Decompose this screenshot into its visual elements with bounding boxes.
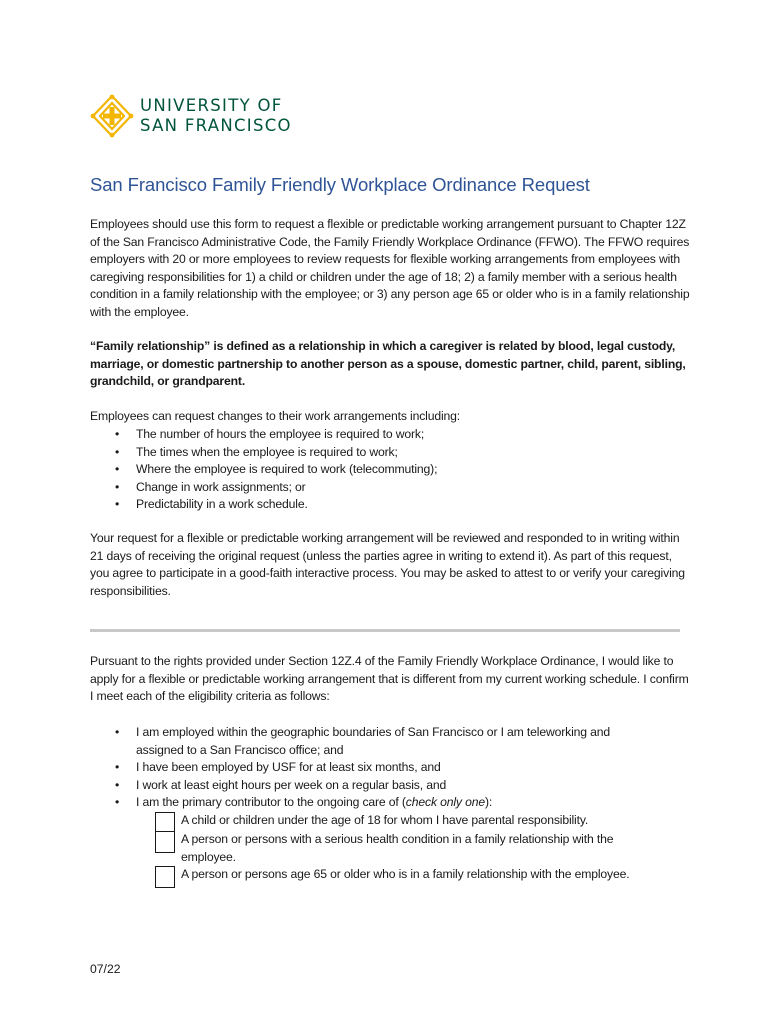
checkbox-label: A person or persons with a serious health condition in a family relationship with the employee.	[181, 832, 614, 864]
intro-paragraph: Employees should use this form to request a flexible or predictable working arrangement pursuant to Chapter 12Z of the San Francisco Administrative Code, the Family Friendly Workplace Ordinance (FFWO). The FFWO requires employers with 20 or more employees to review requests for flexible working arrangements from employees with caregiving responsibilities for 1) a child or children under the age of 18; 2) a family member with a serious health condition in a family relationship with the employee; or 3) any person age 65 or older who is in a family relationship with the employee.	[90, 217, 690, 319]
list-item: • Predictability in a work schedule.	[90, 496, 690, 514]
changes-list	[90, 426, 690, 514]
page-title: San Francisco Family Friendly Workplace Ordinance Request	[90, 174, 590, 195]
section-divider	[90, 629, 680, 632]
changes-intro: Employees can request changes to their work arrangements including:	[90, 409, 461, 423]
checkbox-age-65[interactable]	[155, 866, 175, 888]
family-relationship-definition: “Family relationship” is defined as a relationship in which a caregiver is related by blood, legal custody, marriage, or domestic partnership to another person as a spouse, domestic partner, child, parent, sibling, grandchild, or grandparent.	[90, 339, 686, 389]
checkbox-row-health-condition	[155, 831, 685, 871]
list-item: • The number of hours the employee is required to work;	[90, 426, 690, 444]
list-item: • I have been employed by USF for at least six months, and	[90, 759, 690, 777]
criteria-last-suffix: ):	[485, 795, 493, 810]
eligibility-list	[90, 724, 690, 812]
pursuant-paragraph: Pursuant to the rights provided under Section 12Z.4 of the Family Friendly Workplace Ordinance, I would like to apply for a flexible or predictable working arrangement that is different from my current working schedule. I confirm I meet each of the eligibility criteria as follows:	[90, 654, 689, 704]
criteria-last-prefix: I am the primary contributor to the ongoing care of (	[136, 795, 406, 810]
list-item: • Change in work assignments; or	[90, 479, 690, 497]
list-item: • I work at least eight hours per week on a regular basis, and	[90, 777, 690, 795]
list-item	[90, 794, 690, 812]
check-only-one-note: check only one	[405, 795, 485, 810]
checkbox-health-condition[interactable]	[155, 831, 175, 853]
list-item: • The times when the employee is required to work;	[90, 444, 690, 462]
revision-date: 07/22	[90, 962, 121, 976]
checkbox-row-age-65	[155, 866, 685, 888]
review-paragraph: Your request for a flexible or predictable working arrangement will be reviewed and responded to in writing within 21 days of receiving the original request (unless the parties agree in writing to extend it). As part of this request, you agree to participate in a good-faith interactive process. You may be asked to attest to or verify your caregiving responsibilities.	[90, 531, 685, 598]
checkbox-label: A child or children under the age of 18 for whom I have parental responsibility.	[181, 813, 589, 827]
logo-line-2: SAN FRANCISCO	[140, 116, 292, 135]
list-item: • I am employed within the geographic boundaries of San Francisco or I am teleworking and assigned to a San Francisco office; and	[90, 724, 690, 759]
usf-logo	[90, 93, 292, 139]
checkbox-label: A person or persons age 65 or older who is in a family relationship with the employee.	[181, 867, 630, 881]
logo-line-1: UNIVERSITY OF	[140, 96, 283, 115]
usf-crest-icon	[90, 93, 134, 139]
list-item: • Where the employee is required to work (telecommuting);	[90, 461, 690, 479]
